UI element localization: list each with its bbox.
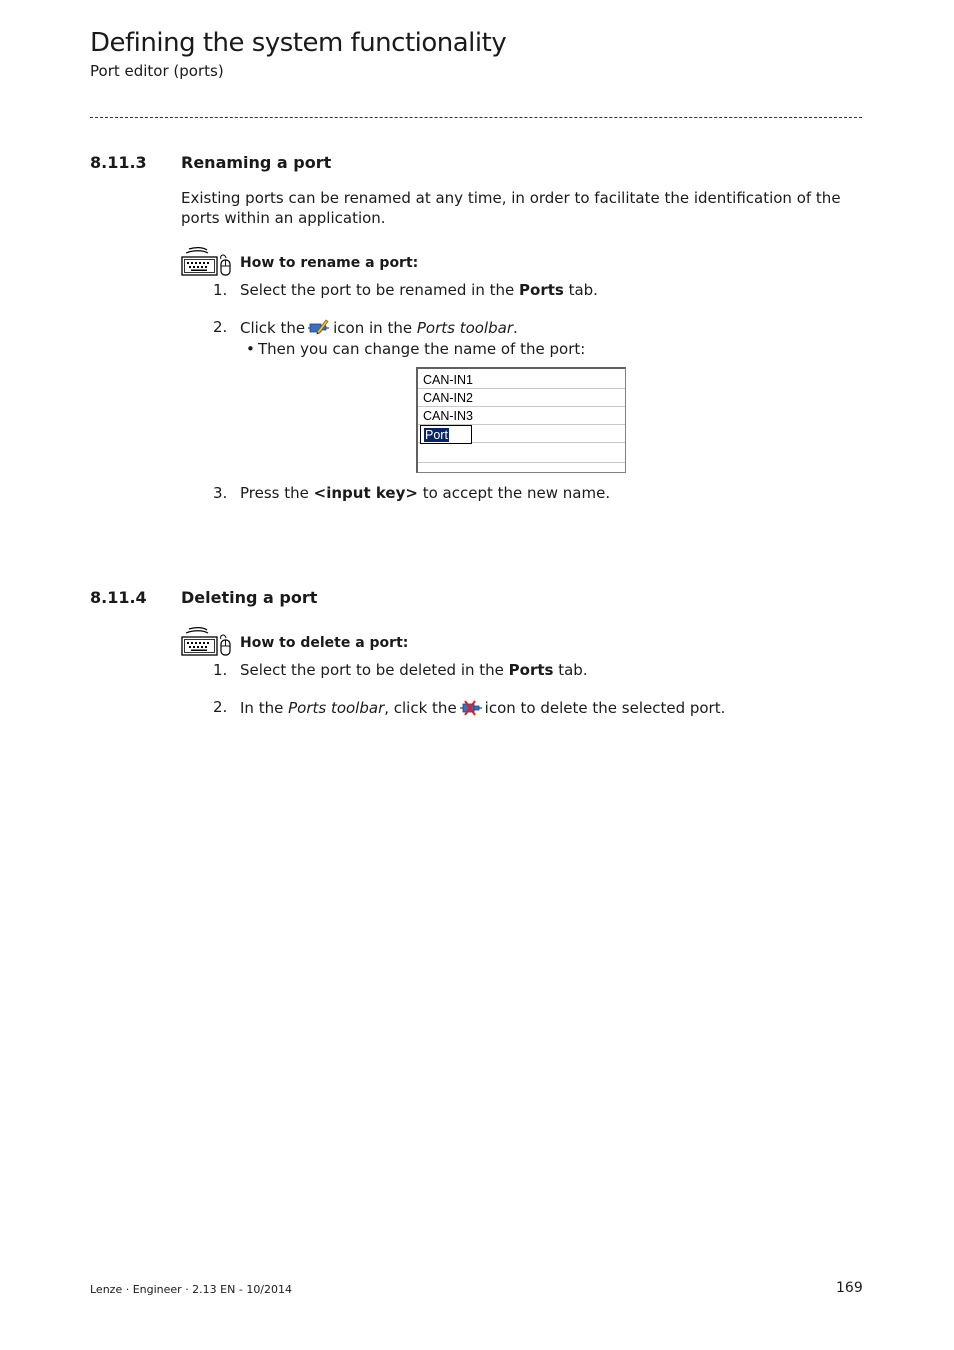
- header-divider: [90, 117, 862, 118]
- delete-step-1: Select the port to be deleted in the Ports tab.: [240, 661, 588, 679]
- list-item: [418, 445, 625, 463]
- keyboard-mouse-icon: [181, 247, 235, 281]
- port-name-edit-field[interactable]: [420, 425, 472, 444]
- list-item: CAN-IN1: [418, 371, 625, 389]
- rename-step-2: Click the icon in the Ports toolbar.: [240, 319, 518, 337]
- rename-bullet-text: Then you can change the name of the port:: [258, 340, 586, 358]
- page-subtitle: Port editor (ports): [90, 62, 224, 80]
- howto-delete-label: How to delete a port:: [240, 635, 409, 651]
- step-number: 2.: [213, 318, 228, 336]
- rename-step-3: Press the <input key> to accept the new name.: [240, 484, 611, 502]
- delete-port-icon: [460, 698, 482, 716]
- section-number: 8.11.3: [90, 153, 147, 172]
- section-intro: Existing ports can be renamed at any time, in order to facilitate the identification of the ports within an application.: [181, 189, 841, 227]
- section-title: Deleting a port: [181, 588, 318, 607]
- step-number: 2.: [213, 698, 228, 716]
- section-title: Renaming a port: [181, 153, 332, 172]
- list-item: [418, 425, 625, 443]
- howto-rename-label: How to rename a port:: [240, 255, 419, 271]
- section-number: 8.11.4: [90, 588, 147, 607]
- port-list-screenshot: [416, 367, 626, 473]
- rename-step-1: Select the port to be renamed in the Ports tab.: [240, 281, 598, 299]
- bullet-marker: •: [246, 340, 255, 358]
- list-item: CAN-IN3: [418, 407, 625, 425]
- port-name-value: Port: [425, 428, 448, 442]
- footer-info: Lenze · Engineer · 2.13 EN - 10/2014: [90, 1283, 293, 1296]
- rename-port-icon: [308, 318, 330, 336]
- keyboard-mouse-icon: [181, 627, 235, 661]
- step-number: 1.: [213, 661, 228, 679]
- page-title: Defining the system functionality: [90, 28, 507, 58]
- step-number: 3.: [213, 484, 228, 502]
- list-item: CAN-IN2: [418, 389, 625, 407]
- delete-step-2: In the Ports toolbar, click the icon to delete the selected port.: [240, 699, 726, 717]
- page-number: 169: [836, 1280, 863, 1296]
- step-number: 1.: [213, 281, 228, 299]
